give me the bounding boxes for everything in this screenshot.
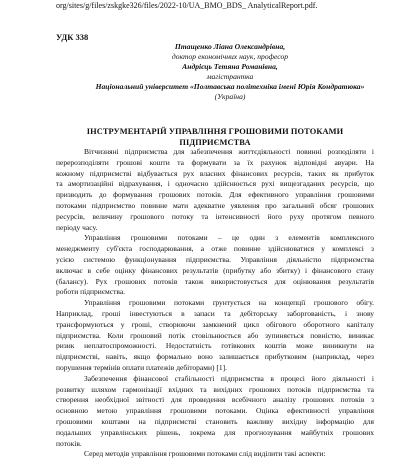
body-line: Забезпечення фінансової стабільності підприємства в процесі його діяльності і (84, 373, 374, 383)
body-line: ризик неплатоспроможності. Недостатність готівкових коштів може виникнути на (56, 341, 374, 351)
affiliation: Національний університет «Полтавська політехніка імені Юрія Кондратюка» (95, 82, 365, 91)
body-line: подальших управлінських рішень, зокрема для прогнозування майбутніх грошових (56, 427, 374, 437)
udk-code: УДК 338 (56, 32, 89, 42)
body-line: Вітчизняні підприємства для забезпечення життєдіяльності повинні розподіляти і (84, 147, 374, 156)
body-line: потоками підприємство повинне мати адекватне уявлення про загальний обсяг грошових (56, 200, 374, 210)
body-line: призводить до формування грошових потоків. Для ефективного управління грошовими (56, 190, 374, 200)
body-line: трансформуються у гроші, створюючи замкнений цикл обігового оборотного капіталу (56, 319, 374, 329)
body-line: усією системою функціонування підприємства. Управління діяльністю підприємства (56, 254, 374, 264)
title-line-2: ПІДПРИЄМСТВА (179, 138, 251, 147)
author-block (90, 42, 370, 102)
body-line: основною метою управління грошовими потоками. Оцінка ефективності управління (56, 406, 374, 416)
body-line: створення необхідної звітності для проведення всебічного аналізу грошових потоків з (56, 395, 374, 405)
body-line: підприємстві, навіть, якщо формально воно залишається прибутковим (наприклад, через (56, 352, 374, 362)
body-line: ресурсів, величину грошового потоку та інтенсивності його руху протягом певного (56, 211, 374, 221)
body-line: включає в себе оцінку фінансових результатів (прибутку або збитку) і фінансового стану (56, 265, 374, 275)
body-line: Управління грошовими потоками – це один з елементів комплексного (84, 233, 374, 243)
body-line: порушення термінів оплати платежів дебіторами) [1]. (56, 362, 227, 372)
body-line: Наприклад, гроші інвестуються в запаси та дебіторську заборгованість, і знову (56, 308, 374, 318)
article-body (56, 147, 374, 460)
body-line: періоду часу. (56, 222, 98, 232)
body-line: роботи підприємства. (56, 287, 126, 297)
title-line-1: ІНСТРУМЕНТАРІЙ УПРАВЛІННЯ ГРОШОВИМИ ПОТОКАМИ (86, 127, 344, 136)
article-title (56, 126, 374, 148)
body-line: менеджменту суб'єкта господарювання, а отже повинне здійснюватися у комплексі з (56, 244, 374, 254)
body-line: (балансу). Рух грошових потоків також використовується для оцінювання результатів (56, 276, 374, 286)
body-line: та амортизаційні відрахування, і одночасно здійснюється рухі вищезгаданих ресурсів, що (56, 179, 374, 189)
author1-degree: доктор економічних наук, професор (171, 52, 289, 61)
body-line: потоків. (56, 438, 82, 448)
author2-name: Андрієць Тетяна Романівна, (182, 62, 278, 71)
country: (Україна) (214, 92, 246, 101)
author2-role: магістрантка (206, 72, 254, 81)
body-line: Управління грошовими потоками ґрунтується на концепції грошового обігу. (84, 298, 374, 308)
author1-name: Птащенко Ліана Олександрівна, (174, 42, 286, 51)
body-line: розвитку шляхом гармонізації вхідних та вихідних грошових потоків підприємства та (56, 384, 374, 394)
body-line: кожному підприємстві відбувається рух власних фінансових ресурсів, таких як прибуток (56, 168, 374, 178)
body-line: Серед методів управління грошовими потоками слід виділити такі аспекти: (84, 449, 326, 459)
reference-line: org/sites/g/files/zskgke326/files/2022-10/UA_BMO_BDS_ AnalyticalReport.pdf. (56, 1, 318, 10)
body-line: підприємства. Коли грошовий потік стовільнюється або зупиняється повністю, виникає (56, 330, 374, 340)
body-line: грошовими коштами на підприємстві становить важливу вихідну інформацію для (56, 416, 374, 426)
body-line: перерозподіляти грошові кошти та формувати за їх рахунок відповідні авуари. На (56, 157, 374, 167)
